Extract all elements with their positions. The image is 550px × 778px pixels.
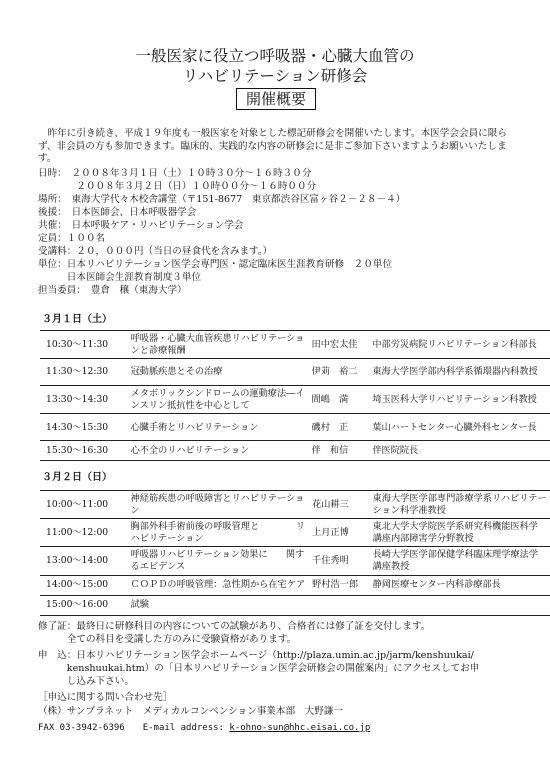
contact-fax-line [38, 722, 370, 735]
session-affiliation: 葉山ハートセンター心臓外科センター長 [369, 414, 550, 441]
detail-committee: 担当委員： 豊倉 穣（東海大学） [38, 285, 187, 296]
application-line-1: 申 込：日本リハビリテーション医学会ホームページ（http://plaza.umin.ac.jp/jarm/kenshuukai/ [38, 650, 474, 661]
session-topic: ＣＯＰＤの呼吸管理：急性期から在宅ケア [128, 575, 310, 595]
detail-credits-2: 日本医師会生涯教育制度３単位 [38, 272, 202, 283]
session-affiliation: 静岡医療センター内科診療部長 [370, 575, 550, 595]
session-time: 14:30〜15:30 [40, 414, 128, 441]
session-time: 10:00〜11:00 [40, 491, 128, 519]
session-affiliation: 東海大学医学部専門診療学系リハビリテーション科学准教授 [370, 491, 550, 519]
detail-cohost: 共催： 日本呼吸ケア・リハビリテーション学会 [38, 220, 244, 231]
session-time: 11:00〜12:00 [40, 519, 128, 547]
session-time: 11:30〜12:30 [40, 359, 128, 386]
session-speaker: 伴 和信 [309, 441, 370, 461]
application-line-2: kenshuukai.htm）の「日本リハビリテーション医学会研修会の開催案内」にアクセスしてお申 [38, 663, 480, 674]
title-line-1: 一般医家に役立つ呼吸器・心臓大血管の [135, 47, 415, 65]
session-topic: メタボリックシンドロームの運動療法―インスリン抵抗性を中心として [128, 386, 309, 414]
session-affiliation: 中部労災病院リハビリテーション科部長 [369, 331, 550, 359]
session-time: 14:00〜15:00 [40, 575, 128, 595]
table-row [40, 491, 550, 519]
session-speaker: 花山耕三 [309, 491, 369, 519]
table-row [40, 575, 550, 595]
day1-heading: ３月１日（土） [42, 314, 112, 325]
session-time: 10:30〜11:30 [40, 331, 128, 359]
detail-date-2: ２００８年３月２日（日）１０時００分〜１６時００分 [38, 181, 317, 192]
day2-schedule-table [40, 490, 550, 616]
overview-heading: 開催概要 [236, 88, 316, 110]
intro-paragraph: 昨年に引き続き、平成１９年度も一般医家を対象とした標記研修会を開催いたします。本医学会会員に限らず、非会員の方も参加できます。臨床的、実践的な内容の研修会に是非ご参加下さいますようお願いいたします。 [38, 128, 507, 165]
table-row [40, 519, 550, 547]
detail-support: 後援： 日本医師会、日本呼吸器学会 [38, 207, 197, 218]
detail-venue: 場所： 東海大学代々木校舎講堂（〒151-8677 東京都渋谷区富ヶ谷２－２８－４） [38, 194, 406, 205]
title-line-2: リハビリテーション研修会 [182, 67, 368, 85]
table-row [40, 414, 550, 441]
session-topic: 呼吸器・心臓大血管疾患リハビリテーションと診療報酬 [128, 331, 309, 359]
certificate-line-1: 修了証：最終日に研修科目の内容についての試験があり、合格者には修了証を交付します。 [38, 621, 431, 632]
session-topic: 試験 [128, 595, 310, 615]
session-speaker: 上月正博 [309, 519, 369, 547]
table-row [40, 331, 550, 359]
session-affiliation [370, 595, 550, 615]
contact-fax: FAX 03-3942-6396 E-mail address: [38, 723, 230, 733]
session-affiliation: 東海大学医学部内科学系循環器内科教授 [369, 359, 550, 386]
table-row [40, 386, 550, 414]
session-topic: 心臓手術とリハビリテーション [128, 414, 309, 441]
detail-capacity: 定員：１００名 [38, 233, 106, 244]
table-row [40, 441, 550, 461]
session-topic: 神経筋疾患の呼吸障害とリハビリテーション [128, 491, 310, 519]
session-speaker: 千住秀明 [309, 547, 369, 575]
contact-organization: （株）サンプラネット メディカルコンベンション事業本部 大野謙一 [38, 706, 344, 717]
detail-credits-1: 単位：日本リハビリテーション医学会専門医・認定臨床医生涯教育研修 ２０単位 [38, 259, 393, 270]
session-speaker: 伊苅 裕二 [309, 359, 370, 386]
session-time: 15:30〜16:30 [40, 441, 128, 461]
session-topic: 呼吸器リハビリテーション効果に 関するエビデンス [128, 547, 310, 575]
session-time: 15:00〜16:00 [40, 595, 128, 615]
contact-heading: ［申込に関する問い合わせ先］ [38, 692, 173, 703]
contact-email-link[interactable]: k-ohno-sun@hhc.eisai.co.jp [229, 723, 371, 733]
session-affiliation: 埼玉医科大学リハビリテーション科教授 [369, 386, 550, 414]
session-topic: 心不全のリハビリテーション [128, 441, 309, 461]
day2-heading: ３月２日（日） [42, 472, 112, 483]
day1-schedule-table [40, 330, 550, 461]
session-topic: 胸部外科手術前後の呼吸管理と リハビリテーション [128, 519, 310, 547]
session-speaker: 磯村 正 [309, 414, 370, 441]
session-speaker: 田中宏太佳 [309, 331, 370, 359]
session-affiliation: 伴医院院長 [369, 441, 550, 461]
table-row [40, 547, 550, 575]
certificate-line-2: 全ての科目を受講した方のみに受験資格があります。 [38, 634, 297, 645]
session-time: 13:00〜14:00 [40, 547, 128, 575]
session-speaker: 間嶋 満 [309, 386, 370, 414]
table-row [40, 595, 550, 615]
table-row [40, 359, 550, 386]
session-speaker [309, 595, 369, 615]
detail-fee: 受講料：２０，０００円（当日の昼食代を含みます。） [38, 246, 273, 257]
session-affiliation: 長崎大学医学部保健学科臨床理学療法学講座教授 [370, 547, 550, 575]
session-time: 13:30〜14:30 [40, 386, 128, 414]
detail-date-1: 日時： ２００８年３月１日（土）１０時３０分〜１６時３０分 [38, 168, 312, 179]
session-topic: 冠動脈疾患とその治療 [128, 359, 309, 386]
session-speaker: 野村浩一郎 [309, 575, 369, 595]
application-line-3: し込み下さい。 [38, 676, 134, 687]
session-affiliation: 東北大学大学院医学系研究科機能医科学講座内部障害学分野教授 [370, 519, 550, 547]
